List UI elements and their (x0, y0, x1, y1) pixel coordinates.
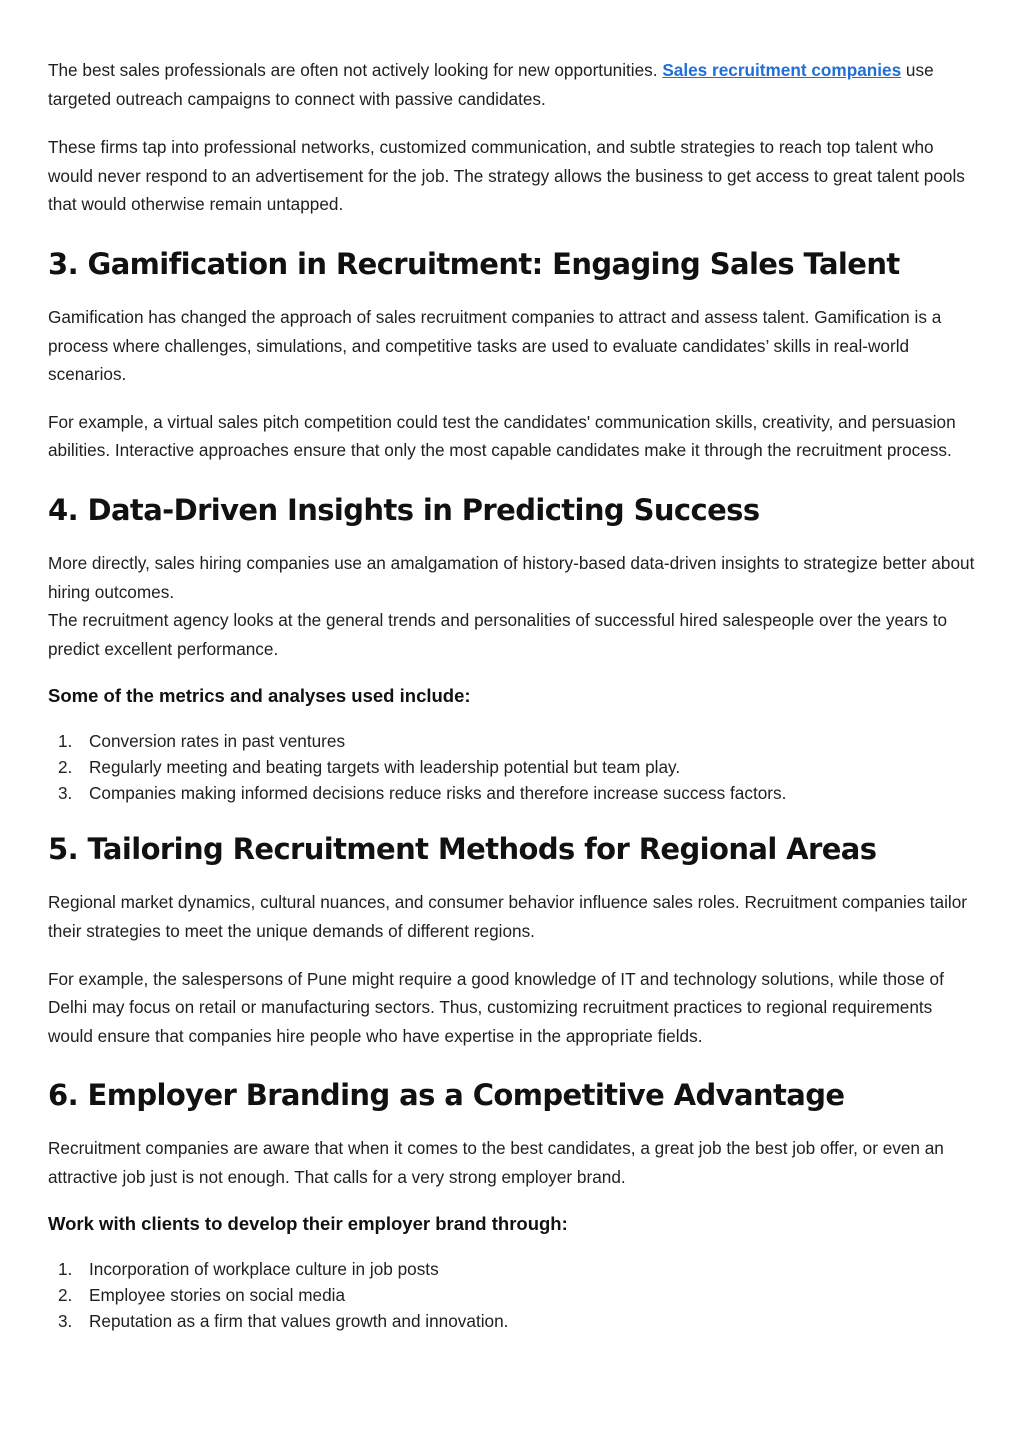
list-item-text: Companies making informed decisions reduce risks and therefore increase success factors. (89, 783, 787, 804)
list-item-number: 1. (58, 1259, 73, 1280)
list-item-number: 2. (58, 1285, 73, 1306)
list-item-number: 1. (58, 731, 73, 752)
list-item-text: Incorporation of workplace culture in job posts (89, 1259, 439, 1280)
list-item (48, 1282, 980, 1308)
section-4-heading: 4. Data-Driven Insights in Predicting Success (48, 492, 760, 527)
list-item-number: 3. (58, 1311, 73, 1332)
section-6-heading: 6. Employer Branding as a Competitive Advantage (48, 1078, 845, 1113)
list-item-number: 2. (58, 757, 73, 778)
list-item (48, 728, 980, 754)
section-4-paragraph-1: More directly, sales hiring companies use an amalgamation of history-based data-driven insights to strategize better about hiring outcomes. (48, 552, 975, 602)
list-item-text: Regularly meeting and beating targets with leadership potential but team play. (89, 757, 681, 778)
list-item-number: 3. (58, 783, 73, 804)
section-3-paragraph-1: Gamification has changed the approach of sales recruitment companies to attract and assess talent. Gamification is a process where challenges, simulations, and competitive tasks are used to evaluate candidates’ skills in real-world scenarios. (48, 306, 942, 385)
section-3-heading: 3. Gamification in Recruitment: Engaging Sales Talent (48, 246, 900, 281)
section-4-subheading: Some of the metrics and analyses used include: (48, 685, 471, 707)
intro-text-after-link: use targeted outreach campaigns to connect with passive candidates. (48, 60, 934, 109)
list-item (48, 754, 980, 780)
section-3-paragraph-2: For example, a virtual sales pitch competition could test the candidates' communication skills, creativity, and persuasion abilities. Interactive approaches ensure that only the most capable candidates make it through the recruitment process. (48, 411, 956, 461)
section-4-paragraph-2: The recruitment agency looks at the general trends and personalities of successful hired salespeople over the years to predict excellent performance. (48, 610, 948, 659)
section-6-subheading: Work with clients to develop their employer brand through: (48, 1213, 568, 1235)
article-body (48, 56, 980, 1334)
intro-text-before-link: The best sales professionals are often not actively looking for new opportunities. (48, 60, 663, 80)
section-5-paragraph-1: Regional market dynamics, cultural nuances, and consumer behavior influence sales roles. Recruitment companies tailor their strategies to meet the unique demands of different regions. (48, 892, 968, 941)
list-item-text: Reputation as a firm that values growth and innovation. (89, 1311, 509, 1332)
list-item-text: Conversion rates in past ventures (89, 731, 346, 752)
metrics-list (48, 728, 980, 806)
section-5-paragraph-2: For example, the salespersons of Pune might require a good knowledge of IT and technology solutions, while those of Delhi may focus on retail or manufacturing sectors. Thus, customizing recruitment practices to regional requirements would ensure that companies hire people who have expertise in the appropriate fields. (48, 968, 944, 1046)
list-item (48, 780, 980, 806)
list-item (48, 1308, 980, 1334)
sales-recruitment-companies-link[interactable]: Sales recruitment companies (662, 60, 902, 80)
intro-paragraph-1 (48, 56, 980, 113)
employer-brand-list (48, 1256, 980, 1334)
list-item (48, 1256, 980, 1282)
section-5-heading: 5. Tailoring Recruitment Methods for Regional Areas (48, 832, 877, 867)
section-6-paragraph-1: Recruitment companies are aware that when it comes to the best candidates, a great job the best job offer, or even an attractive job just is not enough. That calls for a very strong employer brand. (48, 1138, 944, 1187)
intro-paragraph-2: These firms tap into professional networks, customized communication, and subtle strategies to reach top talent who would never respond to an advertisement for the job. The strategy allows the business to get access to great talent pools that would otherwise remain untapped. (48, 137, 965, 215)
list-item-text: Employee stories on social media (89, 1285, 346, 1306)
